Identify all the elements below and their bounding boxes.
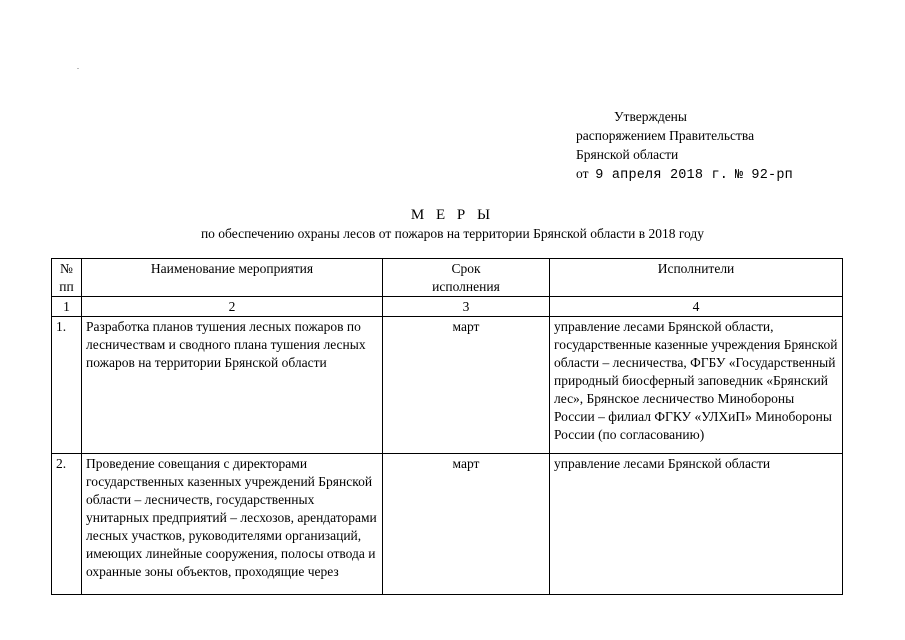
- row-term: март: [383, 317, 550, 454]
- approval-number: № 92-рп: [734, 168, 793, 183]
- approval-line-2: распоряжением Правительства: [576, 128, 755, 143]
- column-number: 4: [550, 297, 843, 317]
- approval-stamp: [576, 107, 793, 185]
- header-num: [52, 259, 82, 297]
- header-term-line2: исполнения: [432, 279, 500, 294]
- column-number: 3: [383, 297, 550, 317]
- document-title: М Е Р Ы: [410, 207, 495, 223]
- column-number: 2: [82, 297, 383, 317]
- document-subtitle: по обеспечению охраны лесов от пожаров на территории Брянской области в 2018 году: [200, 226, 705, 241]
- header-term: [383, 259, 550, 297]
- approval-date: 9 апреля 2018 г.: [595, 168, 729, 183]
- approval-date-prefix: от: [576, 166, 589, 181]
- approval-line-1: Утверждены: [614, 109, 687, 124]
- measures-table: [51, 258, 843, 595]
- column-number-row: [52, 297, 843, 317]
- table-row: [52, 317, 843, 454]
- header-executors: Исполнители: [550, 259, 843, 297]
- column-number: 1: [52, 297, 82, 317]
- approval-line-3: Брянской области: [576, 147, 679, 162]
- approval-date-line: [576, 164, 793, 185]
- row-executors: управление лесами Брянской области, государственные казенные учреждения Брянской области – лесничества, ФГБУ «Государственный природный биосферный заповедник «Брянский лес», Брянское лесничество Минобороны России – филиал ФГКУ «УЛХиП» Минобороны России (по согласованию): [550, 317, 843, 454]
- header-num-line1: №: [60, 261, 73, 276]
- row-term: март: [383, 454, 550, 595]
- row-num: 1.: [52, 317, 82, 454]
- row-name: Проведение совещания с директорами государственных казенных учреждений Брянской области – лесничеств, государственных унитарных предприятий – лесхозов, арендаторами лесных участков, руководителями организаций, имеющих линейные сооружения, полосы отвода и охранные зоны объектов, проходящие через: [82, 454, 383, 595]
- row-executors: управление лесами Брянской области: [550, 454, 843, 595]
- header-term-line1: Срок: [451, 261, 481, 276]
- header-name: Наименование мероприятия: [82, 259, 383, 297]
- row-num: 2.: [52, 454, 82, 595]
- header-num-line2: пп: [59, 279, 74, 294]
- table-header-row: [52, 259, 843, 297]
- table-row: [52, 454, 843, 595]
- row-name: Разработка планов тушения лесных пожаров по лесничествам и сводного плана тушения лесных пожаров на территории Брянской области: [82, 317, 383, 454]
- scan-artifact: [77, 68, 79, 69]
